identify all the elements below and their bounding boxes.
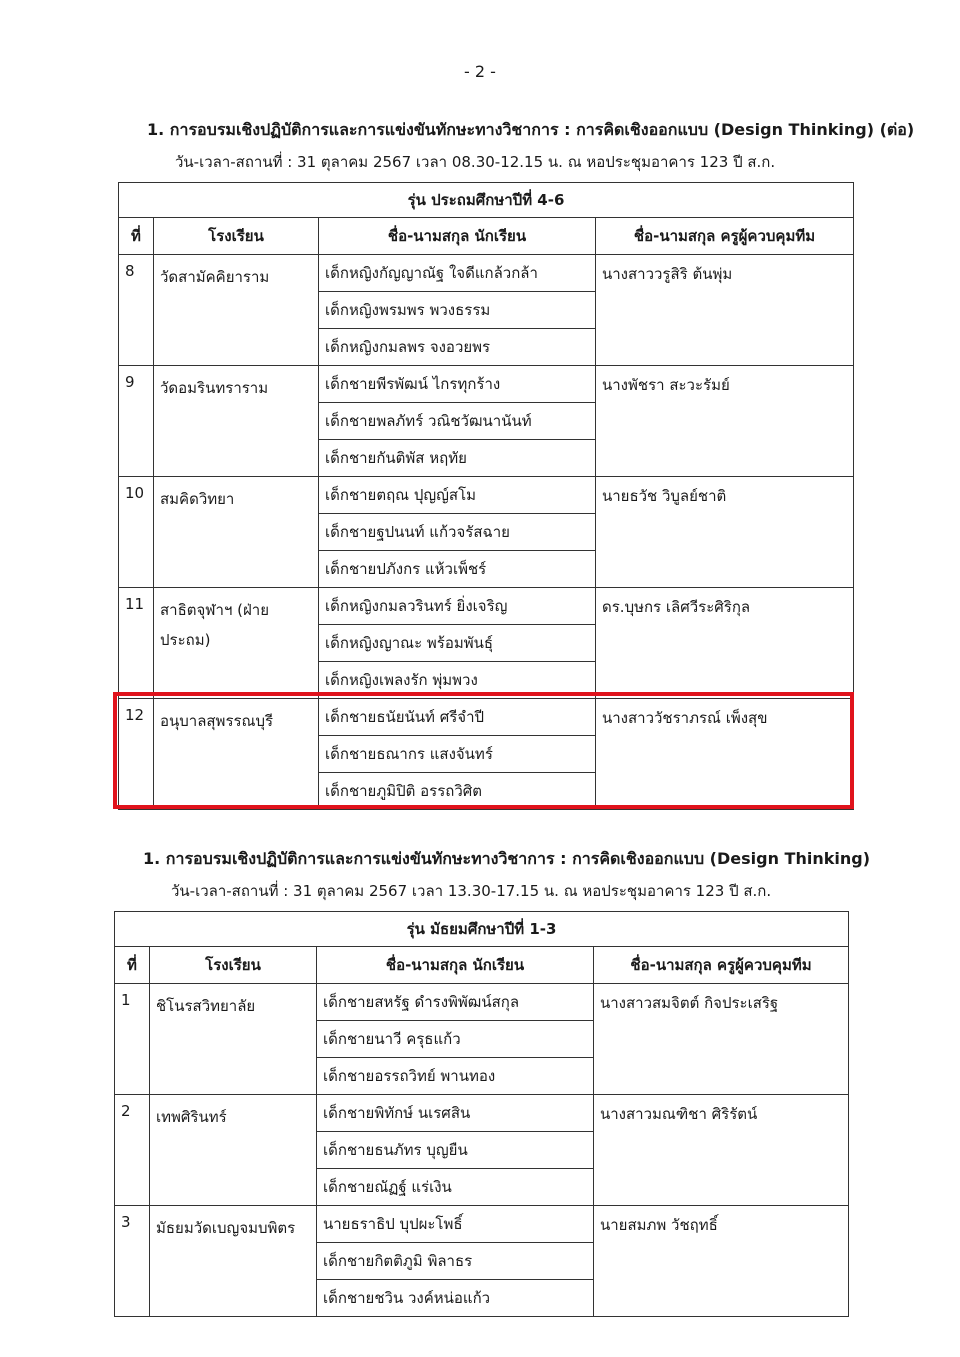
header-school: โรงเรียน <box>150 947 317 984</box>
student-name: เด็กหญิงกมลวรินทร์ ยิ่งเจริญ <box>319 588 596 625</box>
section2-title: 1. การอบรมเชิงปฏิบัติการและการแข่งขันทักษะทางวิชาการ : การคิดเชิงออกแบบ (Design Thinking) <box>143 849 870 868</box>
section1-schedule: วัน-เวลา-สถานที่ : 31 ตุลาคม 2567 เวลา 08.30-12.15 น. ณ หอประชุมอาคาร 123 ปี ส.ก. <box>175 153 776 171</box>
student-name: เด็กหญิงกมลพร จงอวยพร <box>319 329 596 366</box>
teacher-name: นางสาวสมจิตต์ กิจประเสริฐ <box>594 984 849 1095</box>
section2-table <box>114 911 849 1317</box>
student-name: เด็กชายธนภัทร บุญยืน <box>317 1132 594 1169</box>
row-number: 9 <box>119 366 154 477</box>
row-number: 2 <box>115 1095 150 1206</box>
student-name: เด็กชายกันติพัส หฤทัย <box>319 440 596 477</box>
student-name: เด็กชายชวิน วงค์หน่อแก้ว <box>317 1280 594 1317</box>
header-teacher: ชื่อ-นามสกุล ครูผู้ควบคุมทีม <box>596 218 854 255</box>
teacher-name: นางพัชรา สะวะรัมย์ <box>596 366 854 477</box>
student-name: เด็กชายฐปนนท์ แก้วจรัสฉาย <box>319 514 596 551</box>
school-name: อนุบาลสุพรรณบุรี <box>154 699 319 810</box>
row-number: 3 <box>115 1206 150 1317</box>
table-header-row <box>119 218 854 255</box>
student-name: เด็กชายสหรัฐ ดำรงพิพัฒน์สกุล <box>317 984 594 1021</box>
student-name: เด็กชายกิตติภูมิ พิลาธร <box>317 1243 594 1280</box>
teacher-name: นายสมภพ วัชฤทธิ์ <box>594 1206 849 1317</box>
row-number: 10 <box>119 477 154 588</box>
table-row <box>115 984 849 1021</box>
student-name: เด็กชายพิทักษ์ นเรศสิน <box>317 1095 594 1132</box>
teacher-name: นางสาวมณฑิชา ศิริรัตน์ <box>594 1095 849 1206</box>
teacher-name: นางสาววรูสิริ ต้นพุ่ม <box>596 255 854 366</box>
student-name: เด็กชายณัฏฐ์ แร่เงิน <box>317 1169 594 1206</box>
row-number: 12 <box>119 699 154 810</box>
school-name: สาธิตจุฬาฯ (ฝ่ายประถม) <box>154 588 319 699</box>
table-caption-row <box>115 912 849 947</box>
student-name: เด็กหญิงกัญญาณัฐ ใจดีแกล้วกล้า <box>319 255 596 292</box>
student-name: เด็กหญิงพรมพร พวงธรรม <box>319 292 596 329</box>
student-name: เด็กชายธนัยนันท์ ศรีจำปี <box>319 699 596 736</box>
student-name: เด็กชายพลภัทร์ วณิชวัฒนานันท์ <box>319 403 596 440</box>
student-name: เด็กชายตฤณ ปุญญ์สโม <box>319 477 596 514</box>
header-school: โรงเรียน <box>154 218 319 255</box>
student-name: เด็กชายอรรถวิทย์ พานทอง <box>317 1058 594 1095</box>
header-student: ชื่อ-นามสกุล นักเรียน <box>319 218 596 255</box>
student-name: เด็กหญิงญาณะ พร้อมพันธุ์ <box>319 625 596 662</box>
table-row <box>119 255 854 292</box>
school-name: วัดสามัคคิยาราม <box>154 255 319 366</box>
table-row <box>115 1206 849 1243</box>
teacher-name: ดร.บุษกร เลิศวีระศิริกุล <box>596 588 854 699</box>
row-number: 1 <box>115 984 150 1095</box>
row-number: 8 <box>119 255 154 366</box>
student-name: เด็กชายปภังกร แห้วเพ็ชร์ <box>319 551 596 588</box>
section2-schedule: วัน-เวลา-สถานที่ : 31 ตุลาคม 2567 เวลา 13.30-17.15 น. ณ หอประชุมอาคาร 123 ปี ส.ก. <box>171 882 772 900</box>
school-name: สมคิดวิทยา <box>154 477 319 588</box>
table-row <box>115 1095 849 1132</box>
table-caption-row <box>119 183 854 218</box>
table-row <box>119 366 854 403</box>
header-no: ที่ <box>119 218 154 255</box>
table-row <box>119 699 854 736</box>
table-row <box>119 588 854 625</box>
row-number: 11 <box>119 588 154 699</box>
table-row <box>119 477 854 514</box>
section1-table <box>118 182 854 810</box>
section1-title: 1. การอบรมเชิงปฏิบัติการและการแข่งขันทักษะทางวิชาการ : การคิดเชิงออกแบบ (Design Thinking) (ต่อ) <box>147 120 915 139</box>
student-name: นายธราธิป บุปผะโพธิ์ <box>317 1206 594 1243</box>
table-caption: รุ่น มัธยมศึกษาปีที่ 1-3 <box>115 912 849 947</box>
school-name: ชิโนรสวิทยาลัย <box>150 984 317 1095</box>
student-name: เด็กชายพีรพัฒน์ ไกรทุกร้าง <box>319 366 596 403</box>
student-name: เด็กหญิงเพลงรัก พุ่มพวง <box>319 662 596 699</box>
header-no: ที่ <box>115 947 150 984</box>
student-name: เด็กชายภูมิปิติ อรรถวิศิต <box>319 773 596 810</box>
teacher-name: นางสาววัชราภรณ์ เพ็งสุข <box>596 699 854 810</box>
table-header-row <box>115 947 849 984</box>
header-student: ชื่อ-นามสกุล นักเรียน <box>317 947 594 984</box>
page-number: - 2 - <box>464 62 496 81</box>
teacher-name: นายธวัช วิบูลย์ชาติ <box>596 477 854 588</box>
table-caption: รุ่น ประถมศึกษาปีที่ 4-6 <box>119 183 854 218</box>
school-name: เทพศิรินทร์ <box>150 1095 317 1206</box>
school-name: วัดอมรินทราราม <box>154 366 319 477</box>
student-name: เด็กชายนาวี ครุธแก้ว <box>317 1021 594 1058</box>
school-name: มัธยมวัดเบญจมบพิตร <box>150 1206 317 1317</box>
student-name: เด็กชายธณากร แสงจันทร์ <box>319 736 596 773</box>
header-teacher: ชื่อ-นามสกุล ครูผู้ควบคุมทีม <box>594 947 849 984</box>
